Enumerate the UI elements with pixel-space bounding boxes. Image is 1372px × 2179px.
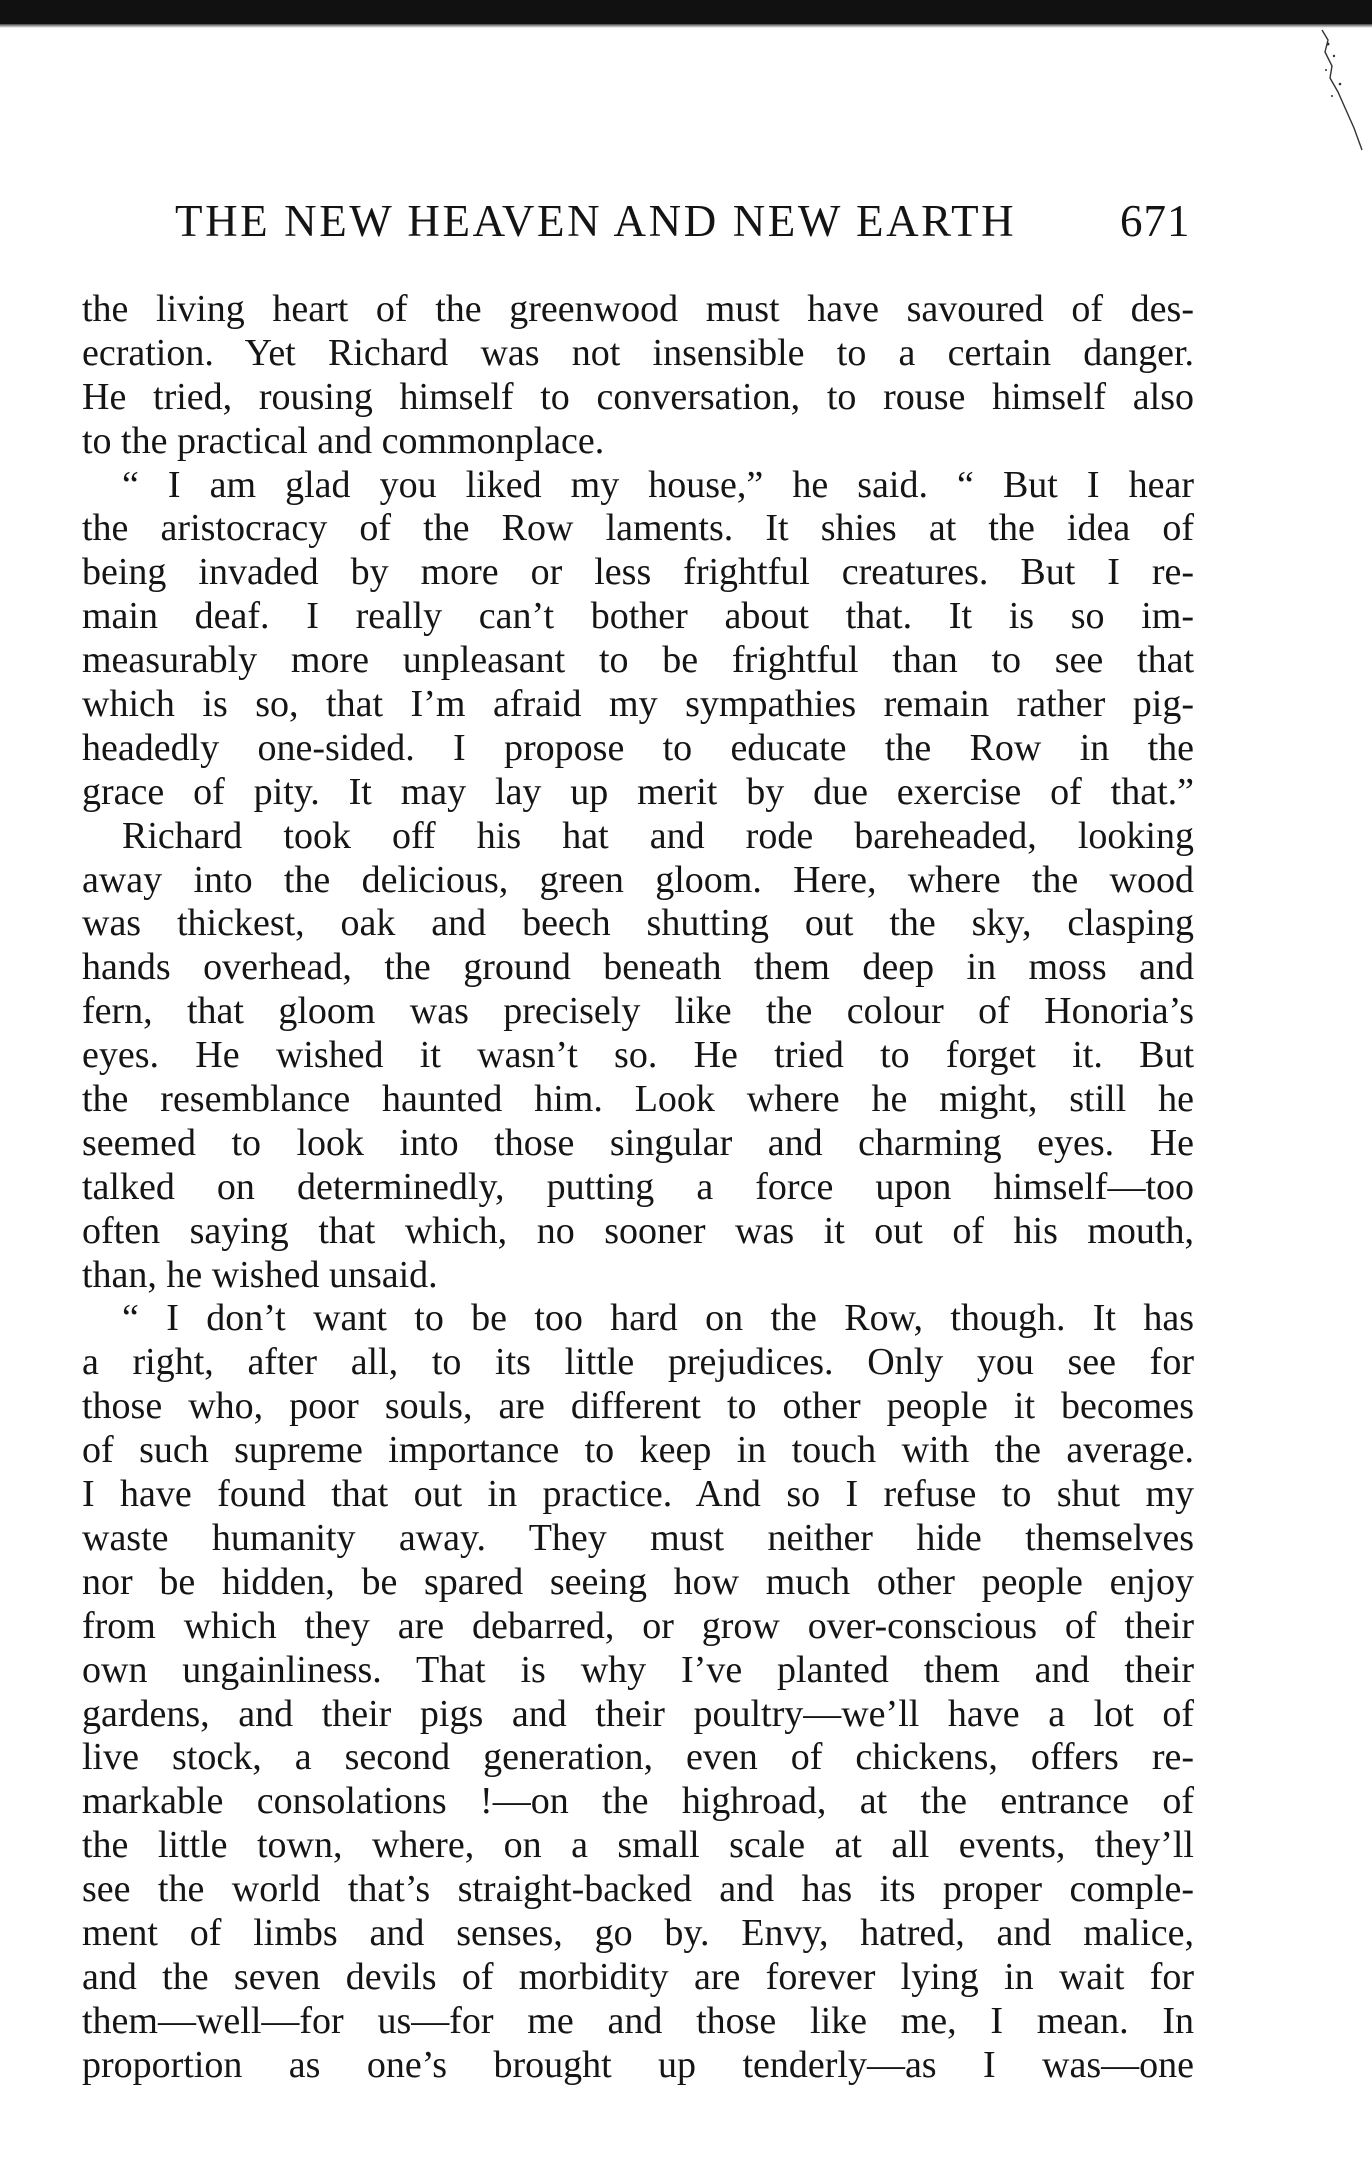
text-line: from which they are debarred, or grow over-conscious of their [82,1604,1194,1647]
text-line: often saying that which, no sooner was it out of his mouth, [82,1209,1194,1252]
text-line: measurably more unpleasant to be frightful than to see that [82,639,1194,682]
text-line: nor be hidden, be spared seeing how much other people enjoy [82,1560,1194,1603]
text-line: headedly one-sided. I propose to educate the Row in the [82,726,1194,769]
text-line: talked on determinedly, putting a force upon himself—too [82,1165,1194,1208]
text-line: waste humanity away. They must neither hide themselves [82,1516,1194,1559]
text-line: see the world that’s straight-backed and has its proper comple- [82,1868,1194,1911]
text-line: the aristocracy of the Row laments. It shies at the idea of [82,507,1194,550]
text-line: live stock, a second generation, even of chickens, offers re- [82,1736,1194,1779]
scan-top-border [0,0,1372,24]
text-line: “ I am glad you liked my house,” he said. “ But I hear [122,463,1194,506]
text-line: than, he wished unsaid. [82,1253,438,1296]
text-line: being invaded by more or less frightful creatures. But I re- [82,551,1194,594]
text-line: the little town, where, on a small scale at all events, they’ll [82,1824,1194,1867]
text-line: a right, after all, to its little prejudices. Only you see for [82,1341,1194,1384]
text-line: own ungainliness. That is why I’ve planted them and their [82,1648,1194,1691]
text-line: grace of pity. It may lay up merit by due exercise of that.” [82,770,1194,813]
text-line: He tried, rousing himself to conversation, to rouse himself also [82,375,1194,418]
text-line: which is so, that I’m afraid my sympathies remain rather pig- [82,683,1194,726]
text-line: to the practical and commonplace. [82,419,605,462]
text-line: markable consolations !—on the highroad, at the entrance of [82,1780,1194,1823]
text-line: ecration. Yet Richard was not insensible to a certain danger. [82,331,1194,374]
text-line: ment of limbs and senses, go by. Envy, hatred, and malice, [82,1911,1194,1954]
text-line: seemed to look into those singular and charming eyes. He [82,1121,1194,1164]
text-line: proportion as one’s brought up tenderly—as I was—one [82,2043,1194,2086]
page-header [0,195,1372,265]
text-line: was thickest, oak and beech shutting out the sky, clasping [82,902,1194,945]
text-line: those who, poor souls, are different to other people it becomes [82,1385,1194,1428]
page-number: 671 [1120,196,1191,246]
text-line: away into the delicious, green gloom. Here, where the wood [82,858,1194,901]
text-line: and the seven devils of morbidity are forever lying in wait for [82,1955,1194,1998]
text-line: of such supreme importance to keep in touch with the average. [82,1429,1194,1472]
scan-border-shade [0,24,1372,28]
body-text [82,288,1194,2088]
running-title: THE NEW HEAVEN AND NEW EARTH [175,196,1017,246]
text-line: Richard took off his hat and rode bareheaded, looking [122,814,1194,857]
text-line: main deaf. I really can’t bother about that. It is so im- [82,595,1194,638]
text-line: hands overhead, the ground beneath them deep in moss and [82,946,1194,989]
text-line: eyes. He wished it wasn’t so. He tried to forget it. But [82,1034,1194,1077]
text-line: them—well—for us—for me and those like me, I mean. In [82,1999,1194,2042]
scan-corner-speckle [1318,26,1366,156]
text-line: the living heart of the greenwood must have savoured of des- [82,288,1194,330]
text-line: “ I don’t want to be too hard on the Row, though. It has [122,1297,1194,1340]
text-line: gardens, and their pigs and their poultry—we’ll have a lot of [82,1692,1194,1735]
text-line: I have found that out in practice. And so I refuse to shut my [82,1473,1194,1516]
text-line: the resemblance haunted him. Look where he might, still he [82,1078,1194,1121]
text-line: fern, that gloom was precisely like the colour of Honoria’s [82,990,1194,1033]
